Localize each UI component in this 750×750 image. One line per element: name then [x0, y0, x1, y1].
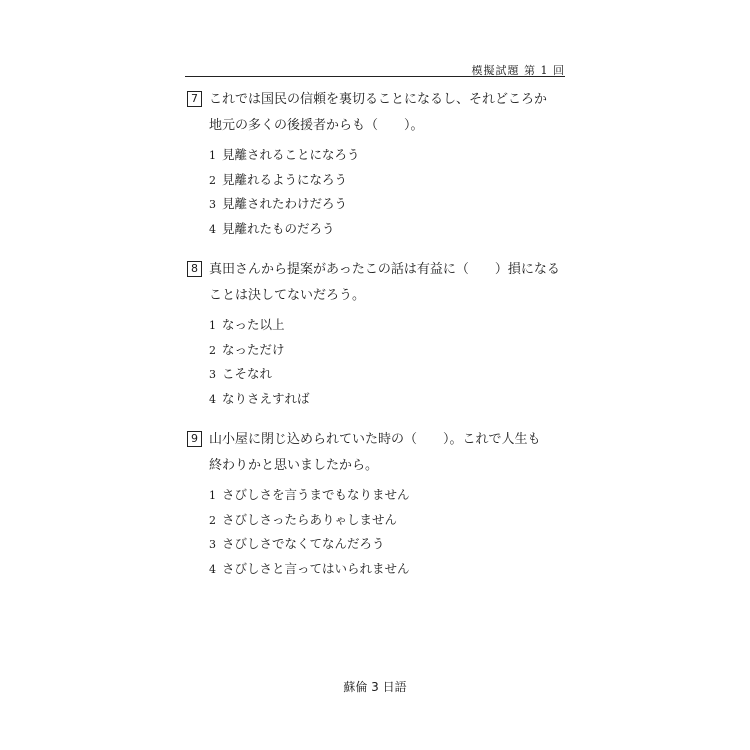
question-stem-line1: [187, 429, 567, 451]
choice-number: 3: [209, 538, 216, 551]
question-number-box: 9: [187, 431, 202, 447]
choice-list: [187, 483, 567, 581]
choice-list: [187, 313, 567, 411]
question-7: [187, 89, 567, 241]
choice-item[interactable]: [187, 387, 567, 412]
choice-item[interactable]: [187, 143, 567, 168]
question-9: [187, 429, 567, 581]
choice-number: 3: [209, 368, 216, 381]
choice-text: さびしさと言ってはいられません: [222, 560, 410, 576]
choice-item[interactable]: [187, 313, 567, 338]
choice-number: 1: [209, 149, 216, 162]
choice-text: さびしさったらありゃしません: [222, 511, 398, 527]
choice-item[interactable]: [187, 362, 567, 387]
question-text: 真田さんから提案があったこの話は有益に（ ）損になる: [209, 262, 560, 277]
choice-text: 見離されたわけだろう: [222, 196, 348, 211]
question-text: 山小屋に閉じ込められていた時の（ ）。これで人生も: [209, 432, 541, 447]
choice-text: 見離されることになろう: [222, 147, 360, 162]
question-number-box: 8: [187, 261, 202, 277]
page-footer: 蘇倫 3 日語: [343, 680, 407, 694]
question-stem-line2: 地元の多くの後援者からも（ ）。: [209, 118, 424, 133]
choice-text: なった以上: [222, 317, 285, 332]
choice-item[interactable]: [187, 532, 567, 557]
choice-text: 見離れたものだろう: [222, 220, 335, 236]
choice-text: なりさえすれば: [222, 390, 310, 406]
choice-text: 見離れるようになろう: [222, 171, 348, 187]
choice-item[interactable]: [187, 557, 567, 582]
question-stem-line2: ことは決してないだろう。: [209, 288, 366, 303]
choice-number: 2: [209, 513, 216, 527]
choice-item[interactable]: [187, 508, 567, 533]
choice-text: さびしさでなくてなんだろう: [222, 536, 385, 551]
choice-item[interactable]: [187, 338, 567, 363]
choice-list: [187, 143, 567, 241]
page-header: [185, 62, 565, 77]
choice-number: 2: [209, 173, 216, 187]
choice-number: 4: [209, 222, 216, 236]
choice-text: さびしさを言うまでもなりません: [222, 487, 410, 502]
choice-item[interactable]: [187, 168, 567, 193]
choice-number: 2: [209, 343, 216, 357]
choice-item[interactable]: [187, 217, 567, 242]
question-stem-line2: 終わりかと思いましたから。: [209, 458, 379, 473]
choice-item[interactable]: [187, 483, 567, 508]
question-text: これでは国民の信頼を裏切ることになるし、それどころか: [209, 92, 548, 107]
choice-item[interactable]: [187, 192, 567, 217]
choice-number: 4: [209, 562, 216, 576]
choice-number: 1: [209, 489, 216, 502]
choice-number: 4: [209, 392, 216, 406]
choice-number: 3: [209, 198, 216, 211]
question-number-box: 7: [187, 91, 202, 107]
header-title: 模擬試題 第 1 回: [471, 64, 565, 77]
choice-text: こそなれ: [222, 366, 273, 381]
choice-text: なっただけ: [222, 341, 285, 357]
choice-number: 1: [209, 319, 216, 332]
question-stem-line1: [187, 259, 567, 281]
question-8: [187, 259, 567, 411]
question-stem-line1: [187, 89, 567, 111]
